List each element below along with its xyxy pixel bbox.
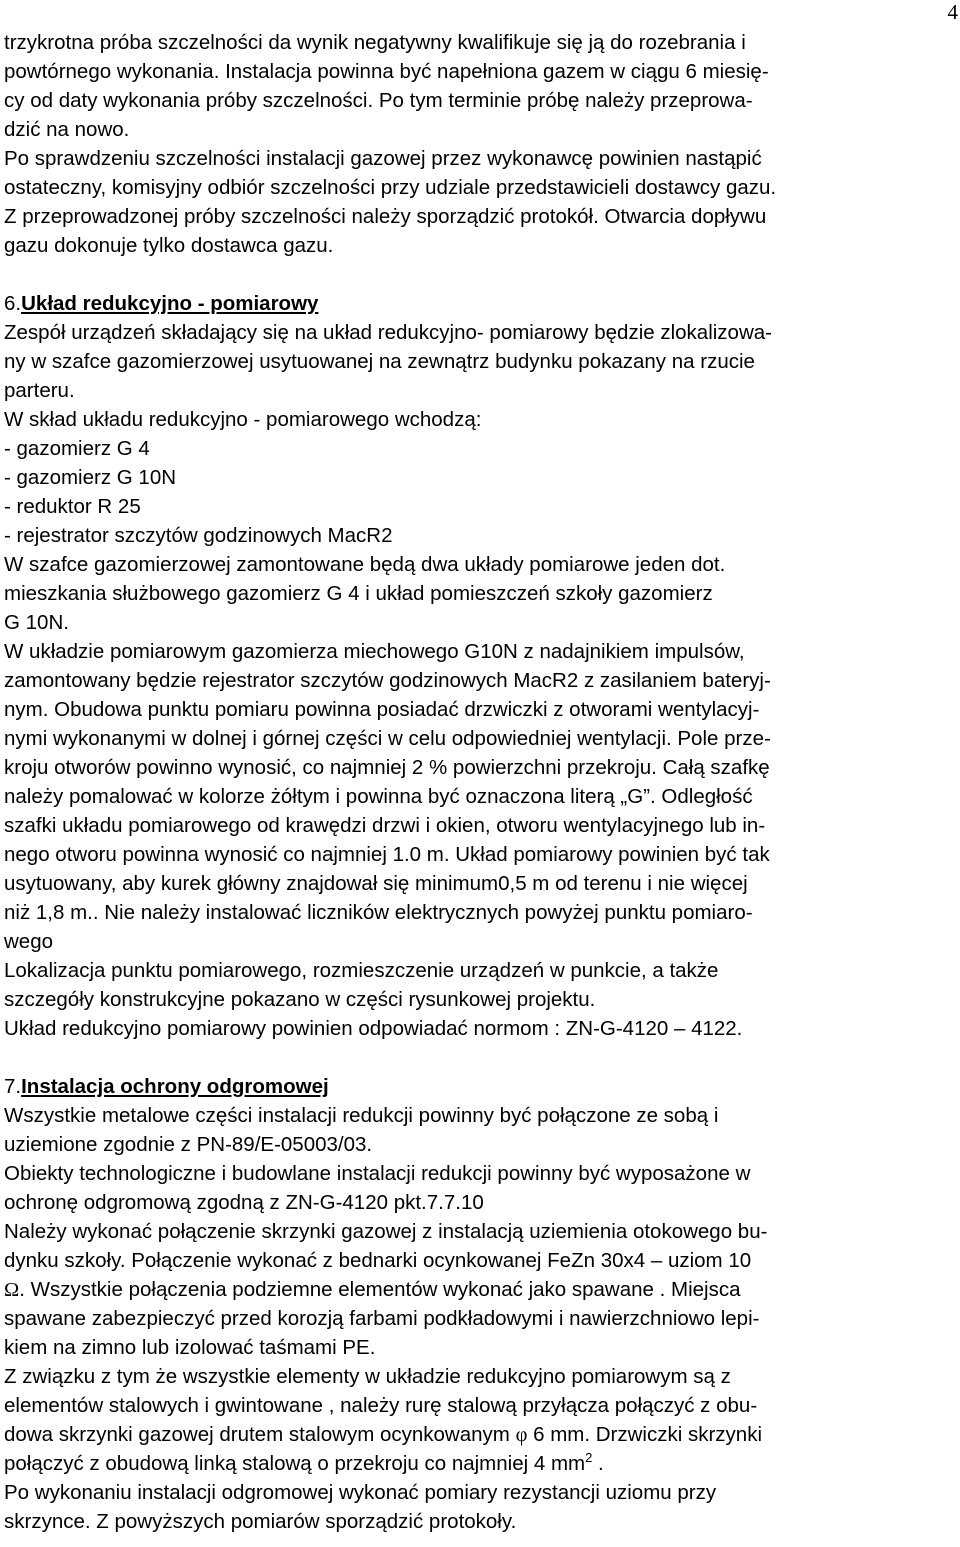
section-number: 7. [4,1075,22,1098]
text-line: Po sprawdzeniu szczelności instalacji gazowej przez wykonawcę powinien nastąpić [4,147,762,170]
text-line: gazu dokonuje tylko dostawca gazu. [4,234,334,257]
text-line: nym. Obudowa punktu pomiaru powinna posiadać drzwiczki z otworami wentylacyj- [4,698,760,721]
section-number: 6. [4,292,22,315]
text-line: wego [4,930,54,953]
list-item: - gazomierz G 10N [4,466,177,489]
text-line: W skład układu redukcyjno - pomiarowego wchodzą: [4,408,482,431]
text-line: Należy wykonać połączenie skrzynki gazowej z instalacją uziemienia otokowego bu- [4,1220,768,1243]
text-line: parteru. [4,379,75,402]
text-fragment: 6 mm. Drzwiczki skrzynki [527,1423,763,1446]
section-6 [4,289,954,1043]
text-fragment: . Wszystkie połączenia podziemne elementów wykonać jako spawane . Miejsca [19,1278,741,1301]
text-line: kroju otworów powinno wynosić, co najmniej 2 % powierzchni przekroju. Całą szafkę [4,756,770,779]
text-line: uziemione zgodnie z PN-89/E-05003/03. [4,1133,373,1156]
text-line: Obiekty technologiczne i budowlane instalacji redukcji powinny być wyposażone w [4,1162,751,1185]
text-fragment: połączyć z obudową linką stalową o przekroju co najmniej 4 mm [4,1452,586,1475]
spacer [4,1043,954,1072]
section-title: Instalacja ochrony odgromowej [21,1075,329,1098]
text-line: elementów stalowych i gwintowane , należy rurę stalową przyłącza połączyć z obu- [4,1394,758,1417]
spacer [4,260,954,289]
text-line: powtórnego wykonania. Instalacja powinna być napełniona gazem w ciągu 6 miesię- [4,60,769,83]
text-line: szczegóły konstrukcyjne pokazano w części rysunkowej projektu. [4,988,596,1011]
document-body [4,28,954,1536]
text-line [4,1420,954,1449]
text-line: ochronę odgromową zgodną z ZN-G-4120 pkt.7.7.10 [4,1191,484,1214]
page-number: 4 [947,0,958,24]
text-line: cy od daty wykonania próby szczelności. Po tym terminie próbę należy przeprowa- [4,89,753,112]
section-6-heading [4,289,954,318]
phi-symbol: φ [515,1424,528,1446]
list-item: - reduktor R 25 [4,495,141,518]
text-line: spawane zabezpieczyć przed korozją farbami podkładowymi i nawierzchniowo lepi- [4,1307,760,1330]
list-item: - rejestrator szczytów godzinowych MacR2 [4,524,393,547]
text-line: G 10N. [4,611,69,634]
text-line: W układzie pomiarowym gazomierza miechowego G10N z nadajnikiem impulsów, [4,640,745,663]
text-line: szafki układu pomiarowego od krawędzi drzwi i okien, otworu wentylacyjnego lub in- [4,814,766,837]
text-line: Zespół urządzeń składający się na układ redukcyjno- pomiarowy będzie zlokalizowa- [4,321,772,344]
text-line: skrzynce. Z powyższych pomiarów sporządzić protokoły. [4,1510,517,1533]
text-line: dynku szkoły. Połączenie wykonać z bednarki ocynkowanej FeZn 30x4 – uziom 10 [4,1249,752,1272]
text-line: nymi wykonanymi w dolnej i górnej części w celu odpowiedniej wentylacji. Pole prze- [4,727,771,750]
ohm-symbol: Ω [4,1279,20,1301]
list-item: - gazomierz G 4 [4,437,150,460]
text-line: usytuowany, aby kurek główny znajdował się minimum0,5 m od terenu i nie więcej [4,872,748,895]
text-line: Z związku z tym że wszystkie elementy w układzie redukcyjno pomiarowym są z [4,1365,731,1388]
text-line: Lokalizacja punktu pomiarowego, rozmieszczenie urządzeń w punkcie, a także [4,959,719,982]
section-7 [4,1072,954,1536]
text-line: Po wykonaniu instalacji odgromowej wykonać pomiary rezystancji uziomu przy [4,1481,717,1504]
text-line: niż 1,8 m.. Nie należy instalować liczników elektrycznych powyżej punktu pomiaro- [4,901,753,924]
text-line: dzić na nowo. [4,118,130,141]
text-line: mieszkania służbowego gazomierz G 4 i układ pomieszczeń szkoły gazomierz [4,582,713,605]
intro-paragraphs [4,28,954,260]
text-line: Układ redukcyjno pomiarowy powinien odpowiadać normom : ZN-G-4120 – 4122. [4,1017,743,1040]
section-7-heading [4,1072,954,1101]
section-title: Układ redukcyjno - pomiarowy [21,292,319,315]
text-line: ny w szafce gazomierzowej usytuowanej na zewnątrz budynku pokazany na rzucie [4,350,755,373]
text-line: trzykrotna próba szczelności da wynik negatywny kwalifikuje się ją do rozebrania i [4,31,746,54]
text-fragment: dowa skrzynki gazowej drutem stalowym ocynkowanym [4,1423,516,1446]
text-line: W szafce gazomierzowej zamontowane będą dwa układy pomiarowe jeden dot. [4,553,726,576]
text-line: kiem na zimno lub izolować taśmami PE. [4,1336,376,1359]
text-line: Wszystkie metalowe części instalacji redukcji powinny być połączone ze sobą i [4,1104,719,1127]
text-line: zamontowany będzie rejestrator szczytów godzinowych MacR2 z zasilaniem bateryj- [4,669,771,692]
text-line: Z przeprowadzonej próby szczelności należy sporządzić protokół. Otwarcia dopływu [4,205,767,228]
superscript: 2 [585,1450,593,1465]
text-fragment: . [592,1452,604,1475]
text-line: nego otworu powinna wynosić co najmniej 1.0 m. Układ pomiarowy powinien być tak [4,843,770,866]
text-line [4,1275,954,1304]
text-line: należy pomalować w kolorze żółtym i powinna być oznaczona literą „G”. Odległość [4,785,753,808]
text-line [4,1449,954,1478]
text-line: ostateczny, komisyjny odbiór szczelności przy udziale przedstawicieli dostawcy gazu. [4,176,777,199]
